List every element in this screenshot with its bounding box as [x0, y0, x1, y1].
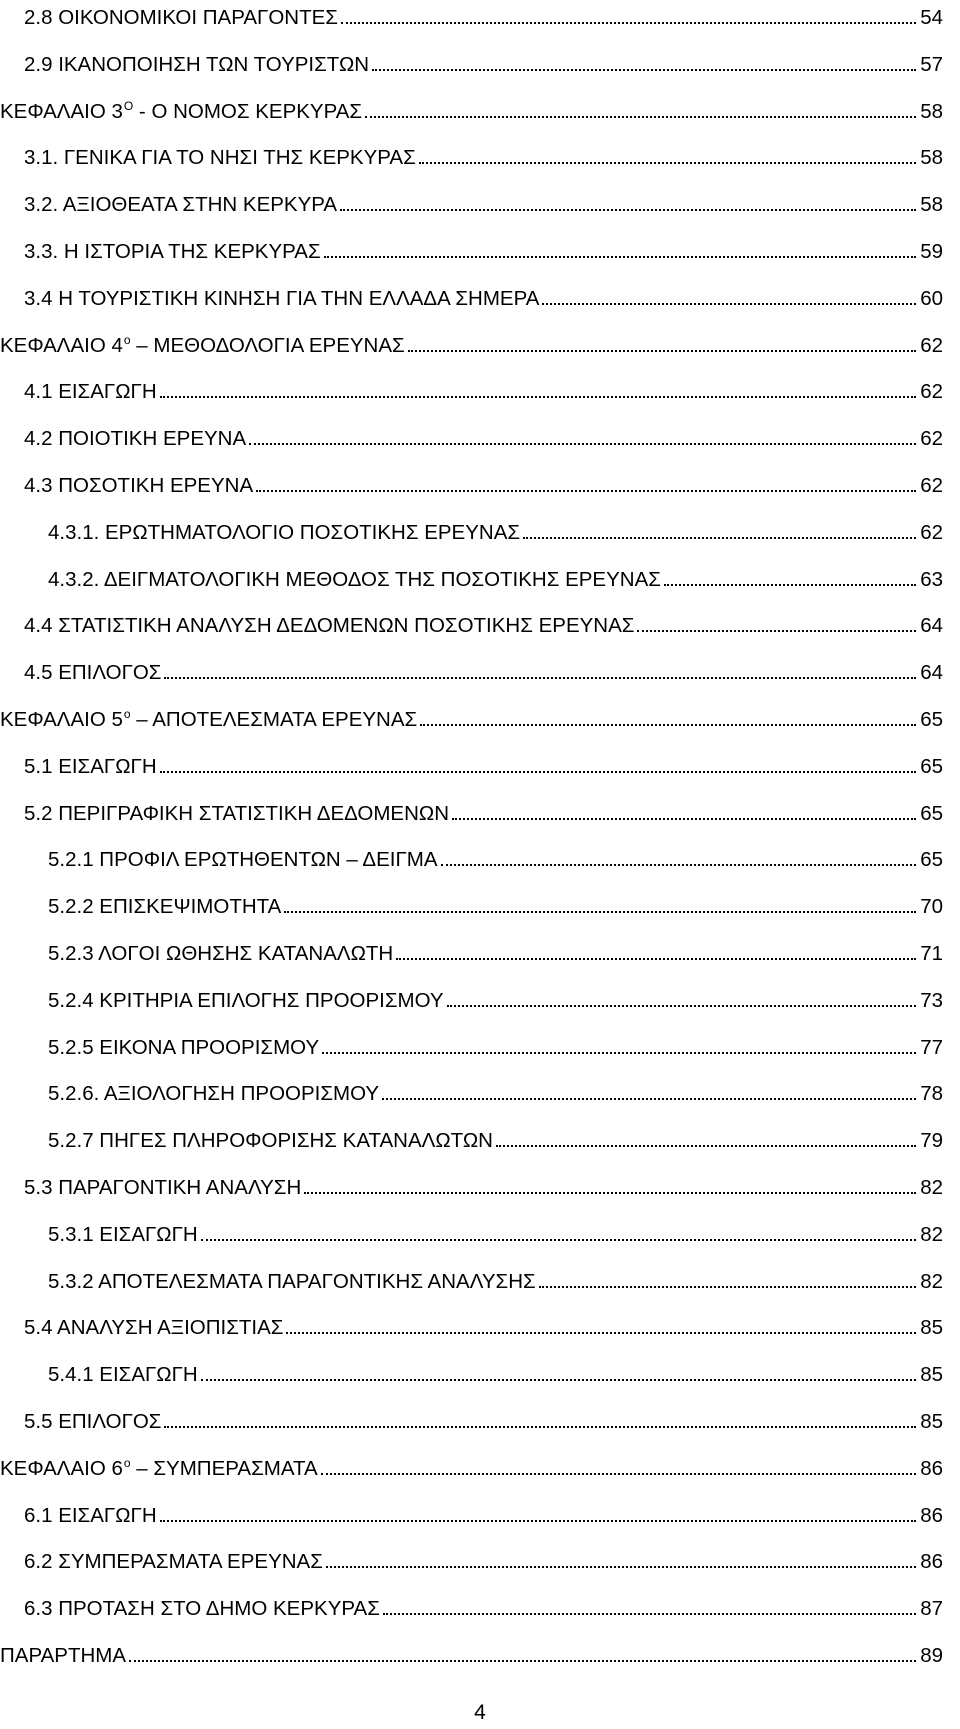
- dot-leader: [160, 395, 917, 398]
- toc-entry[interactable]: [24, 655, 943, 685]
- toc-entry[interactable]: [24, 0, 943, 30]
- toc-entry[interactable]: [48, 983, 943, 1013]
- toc-entry-label: 5.3.2 ΑΠΟΤΕΛΕΣΜΑΤΑ ΠΑΡΑΓΟΝΤΙΚΗΣ ΑΝΑΛΥΣΗΣ: [48, 1269, 536, 1293]
- toc-entry-label: 4.3.2. ΔΕΙΓΜΑΤΟΛΟΓΙΚΗ ΜΕΘΟΔΟΣ ΤΗΣ ΠΟΣΟΤΙΚΗΣ ΕΡΕΥΝΑΣ: [48, 567, 661, 591]
- toc-entry[interactable]: [48, 515, 943, 545]
- toc-entry-page-number: 62: [920, 427, 943, 451]
- toc-entry-page-number: 65: [920, 801, 943, 825]
- toc-entry-page-number: 63: [920, 567, 943, 591]
- chapter-ordinal-superscript: Ο: [123, 98, 134, 113]
- toc-entry-label: 5.2.6. ΑΞΙΟΛΟΓΗΣΗ ΠΡΟΟΡΙΣΜΟΥ: [48, 1082, 380, 1106]
- dot-leader: [160, 770, 917, 773]
- toc-entry[interactable]: [48, 1217, 943, 1247]
- toc-entry-page-number: 65: [920, 848, 943, 872]
- toc-entry-label: 5.2.2 ΕΠΙΣΚΕΨΙΜΟΤΗΤΑ: [48, 895, 282, 919]
- toc-entry-page-number: 77: [920, 1035, 943, 1059]
- toc-entry-page-number: 86: [920, 1550, 943, 1574]
- toc-entry-page-number: 54: [920, 6, 943, 29]
- toc-entry-page-number: 64: [920, 661, 943, 685]
- toc-entry-label: 5.3 ΠΑΡΑΓΟΝΤΙΚΗ ΑΝΑΛΥΣΗ: [24, 1176, 302, 1199]
- toc-entry-page-number: 89: [920, 1644, 943, 1667]
- toc-entry-page-number: 86: [920, 1456, 943, 1480]
- toc-entry-label: 4.1 ΕΙΣΑΓΩΓΗ: [24, 380, 157, 404]
- dot-leader: [160, 1519, 917, 1522]
- toc-entry-page-number: 65: [920, 754, 943, 778]
- toc-entry-page-number: 79: [920, 1129, 943, 1153]
- toc-entry-label: 5.2.1 ΠΡΟΦΙΛ ΕΡΩΤΗΘΕΝΤΩΝ – ΔΕΙΓΜΑ: [48, 848, 438, 872]
- toc-chapter-entry[interactable]: [0, 1451, 943, 1481]
- toc-entry[interactable]: [24, 374, 943, 404]
- dot-leader: [201, 1238, 916, 1241]
- dot-leader: [164, 676, 916, 679]
- toc-entry-page-number: 59: [920, 240, 943, 263]
- toc-chapter-entry[interactable]: [0, 328, 943, 358]
- toc-entry-label: ΠΑΡΑΡΤΗΜΑ: [0, 1644, 127, 1667]
- dot-leader: [441, 863, 917, 866]
- toc-entry[interactable]: [24, 796, 943, 826]
- toc-entry-label: 4.3.1. ΕΡΩΤΗΜΑΤΟΛΟΓΙΟ ΠΟΣΟΤΙΚΗΣ ΕΡΕΥΝΑΣ: [48, 520, 521, 544]
- toc-entry-label: 4.5 ΕΠΙΛΟΓΟΣ: [24, 661, 162, 685]
- chapter-ordinal-superscript: ο: [123, 1455, 131, 1470]
- toc-entry[interactable]: [24, 421, 943, 451]
- toc-entry[interactable]: [48, 562, 943, 592]
- toc-entry-page-number: 62: [920, 333, 943, 357]
- dot-leader: [372, 68, 916, 71]
- toc-entry-label: 4.3 ΠΟΣΟΤΙΚΗ ΕΡΕΥΝΑ: [24, 474, 254, 497]
- toc-entry[interactable]: [24, 1591, 943, 1621]
- dot-leader: [321, 1472, 917, 1475]
- dot-leader: [340, 208, 916, 211]
- dot-leader: [408, 349, 916, 352]
- toc-entry-page-number: 57: [920, 52, 943, 76]
- dot-leader: [542, 302, 916, 305]
- toc-chapter-entry[interactable]: [0, 1638, 943, 1668]
- toc-entry-page-number: 62: [920, 520, 943, 544]
- toc-entry[interactable]: [24, 608, 943, 638]
- dot-leader: [382, 1097, 916, 1100]
- chapter-ordinal-superscript: ο: [123, 332, 131, 347]
- toc-entry-label: 5.3.1 ΕΙΣΑΓΩΓΗ: [48, 1222, 198, 1246]
- toc-entry-page-number: 62: [920, 474, 943, 497]
- toc-entry-label: 5.2 ΠΕΡΙΓΡΑΦΙΚΗ ΣΤΑΤΙΣΤΙΚΗ ΔΕΔΟΜΕΝΩΝ: [24, 801, 450, 825]
- toc-entry-page-number: 65: [920, 708, 943, 731]
- dot-leader: [164, 1425, 916, 1428]
- toc-entry[interactable]: [24, 187, 943, 217]
- toc-entry-page-number: 82: [920, 1222, 943, 1246]
- toc-entry-page-number: 85: [920, 1410, 943, 1433]
- dot-leader: [664, 583, 916, 586]
- toc-entry-label: ΚΕΦΑΛΑΙΟ $3^O$ - Ο ΝΟΜΟΣ ΚΕΡΚΥΡΑΣ: [0, 98, 363, 123]
- toc-entry-page-number: 70: [920, 895, 943, 919]
- toc-entry[interactable]: [48, 1123, 943, 1153]
- dot-leader: [326, 1565, 916, 1568]
- dot-leader: [284, 910, 916, 913]
- toc-entry-page-number: 58: [920, 99, 943, 123]
- toc-entry[interactable]: [24, 1170, 943, 1200]
- toc-entry[interactable]: [48, 1030, 943, 1060]
- toc-entry-page-number: 62: [920, 380, 943, 404]
- toc-entry[interactable]: [24, 234, 943, 264]
- dot-leader: [447, 1004, 917, 1007]
- toc-entry-page-number: 86: [920, 1503, 943, 1527]
- toc-entry-label: 4.4 ΣΤΑΤΙΣΤΙΚΗ ΑΝΑΛΥΣΗ ΔΕΔΟΜΕΝΩΝ ΠΟΣΟΤΙΚΗΣ ΕΡΕΥΝΑΣ: [24, 614, 635, 638]
- toc-entry-page-number: 78: [920, 1082, 943, 1106]
- page-number: 4: [474, 1701, 486, 1724]
- dot-leader: [201, 1378, 916, 1381]
- toc-entry[interactable]: [24, 47, 943, 77]
- dot-leader: [523, 536, 916, 539]
- toc-entry-page-number: 64: [920, 614, 943, 638]
- dot-leader: [304, 1191, 916, 1194]
- dot-leader: [396, 957, 916, 960]
- dot-leader: [496, 1144, 916, 1147]
- dot-leader: [637, 629, 916, 632]
- toc-entry-page-number: 58: [920, 146, 943, 170]
- dot-leader: [286, 1331, 916, 1334]
- toc-entry-label: 3.2. ΑΞΙΟΘΕΑΤΑ ΣΤΗΝ ΚΕΡΚΥΡΑ: [24, 193, 338, 217]
- toc-entry-page-number: 60: [920, 286, 943, 310]
- dot-leader: [341, 21, 916, 24]
- toc-chapter-entry[interactable]: [0, 94, 943, 124]
- toc-entry-label: ΚΕΦΑΛΑΙΟ $5^o$ – ΑΠΟΤΕΛΕΣΜΑΤΑ ΕΡΕΥΝΑΣ: [0, 707, 418, 731]
- toc-entry[interactable]: [48, 1357, 943, 1387]
- toc-entry[interactable]: [48, 1264, 943, 1294]
- dot-leader: [365, 115, 916, 118]
- dot-leader: [452, 817, 916, 820]
- toc-entry-label: 6.3 ΠΡΟΤΑΣΗ ΣΤΟ ΔΗΜΟ ΚΕΡΚΥΡΑΣ: [24, 1597, 380, 1621]
- toc-entry[interactable]: [24, 1498, 943, 1528]
- chapter-ordinal-superscript: ο: [123, 707, 131, 721]
- toc-entry[interactable]: [48, 889, 943, 919]
- toc-entry-page-number: 82: [920, 1269, 943, 1293]
- toc-entry[interactable]: [48, 936, 943, 966]
- toc-entry[interactable]: [24, 140, 943, 170]
- toc-entry[interactable]: [24, 1310, 943, 1340]
- toc-entry-page-number: 71: [920, 942, 943, 965]
- dot-leader: [419, 161, 916, 164]
- dot-leader: [129, 1659, 916, 1662]
- toc-entry[interactable]: [24, 749, 943, 779]
- toc-entry-label: 2.9 ΙΚΑΝΟΠΟΙΗΣΗ ΤΩΝ ΤΟΥΡΙΣΤΩΝ: [24, 52, 370, 76]
- toc-entry[interactable]: [48, 842, 943, 872]
- toc-entry-label: 5.2.4 ΚΡΙΤΗΡΙΑ ΕΠΙΛΟΓΗΣ ΠΡΟΟΡΙΣΜΟΥ: [48, 988, 444, 1012]
- toc-entry-label: 4.2 ΠΟΙΟΤΙΚΗ ΕΡΕΥΝΑ: [24, 427, 247, 451]
- toc-entry[interactable]: [24, 1404, 943, 1434]
- toc-entry-label: 6.2 ΣΥΜΠΕΡΑΣΜΑΤΑ ΕΡΕΥΝΑΣ: [24, 1550, 323, 1574]
- toc-entry-label: 5.2.7 ΠΗΓΕΣ ΠΛΗΡΟΦΟΡΙΣΗΣ ΚΑΤΑΝΑΛΩΤΩΝ: [48, 1129, 493, 1153]
- toc-entry-label: 5.5 ΕΠΙΛΟΓΟΣ: [24, 1410, 162, 1433]
- dot-leader: [256, 489, 916, 492]
- dot-leader: [539, 1285, 916, 1288]
- toc-entry-page-number: 87: [920, 1597, 943, 1621]
- toc-entry-label: 3.3. Η ΙΣΤΟΡΙΑ ΤΗΣ ΚΕΡΚΥΡΑΣ: [24, 240, 321, 263]
- dot-leader: [383, 1612, 916, 1615]
- toc-entry-page-number: 85: [920, 1316, 943, 1340]
- dot-leader: [324, 255, 917, 258]
- toc-entry-label: 5.1 ΕΙΣΑΓΩΓΗ: [24, 754, 157, 778]
- toc-entry-page-number: 58: [920, 193, 943, 217]
- toc-entry-label: ΚΕΦΑΛΑΙΟ $6^o$ – ΣΥΜΠΕΡΑΣΜΑΤΑ: [0, 1455, 318, 1480]
- toc-entry-label: 3.4 Η ΤΟΥΡΙΣΤΙΚΗ ΚΙΝΗΣΗ ΓΙΑ ΤΗΝ ΕΛΛΑΔΑ ΣΗΜΕΡΑ: [24, 286, 540, 310]
- toc-entry-label: 3.1. ΓΕΝΙΚΑ ΓΙΑ ΤΟ ΝΗΣΙ ΤΗΣ ΚΕΡΚΥΡΑΣ: [24, 146, 416, 170]
- toc-entry[interactable]: [24, 1544, 943, 1574]
- toc-chapter-entry[interactable]: [0, 702, 943, 732]
- toc-entry-page-number: 73: [920, 988, 943, 1012]
- toc-entry-page-number: 82: [920, 1176, 943, 1199]
- dot-leader: [420, 723, 916, 726]
- toc-entry-label: 2.8 ΟΙΚΟΝΟΜΙΚΟΙ ΠΑΡΑΓΟΝΤΕΣ: [24, 6, 338, 29]
- dot-leader: [249, 442, 916, 445]
- toc-entry[interactable]: [48, 1076, 943, 1106]
- toc-entry-label: 6.1 ΕΙΣΑΓΩΓΗ: [24, 1503, 157, 1527]
- dot-leader: [322, 1051, 916, 1054]
- toc-entry-label: 5.2.5 ΕΙΚΟΝΑ ΠΡΟΟΡΙΣΜΟΥ: [48, 1035, 320, 1059]
- toc-entry[interactable]: [24, 281, 943, 311]
- toc-entry-page-number: 85: [920, 1363, 943, 1387]
- toc-entry-label: 5.4.1 ΕΙΣΑΓΩΓΗ: [48, 1363, 198, 1387]
- toc-entry-label: 5.2.3 ΛΟΓΟΙ ΩΘΗΣΗΣ ΚΑΤΑΝΑΛΩΤΗ: [48, 942, 394, 965]
- toc-entry[interactable]: [24, 468, 943, 498]
- toc-entry-label: ΚΕΦΑΛΑΙΟ $4^o$ – ΜΕΘΟΔΟΛΟΓΙΑ ΕΡΕΥΝΑΣ: [0, 332, 405, 357]
- toc-entry-label: 5.4 ΑΝΑΛΥΣΗ ΑΞΙΟΠΙΣΤΙΑΣ: [24, 1316, 284, 1340]
